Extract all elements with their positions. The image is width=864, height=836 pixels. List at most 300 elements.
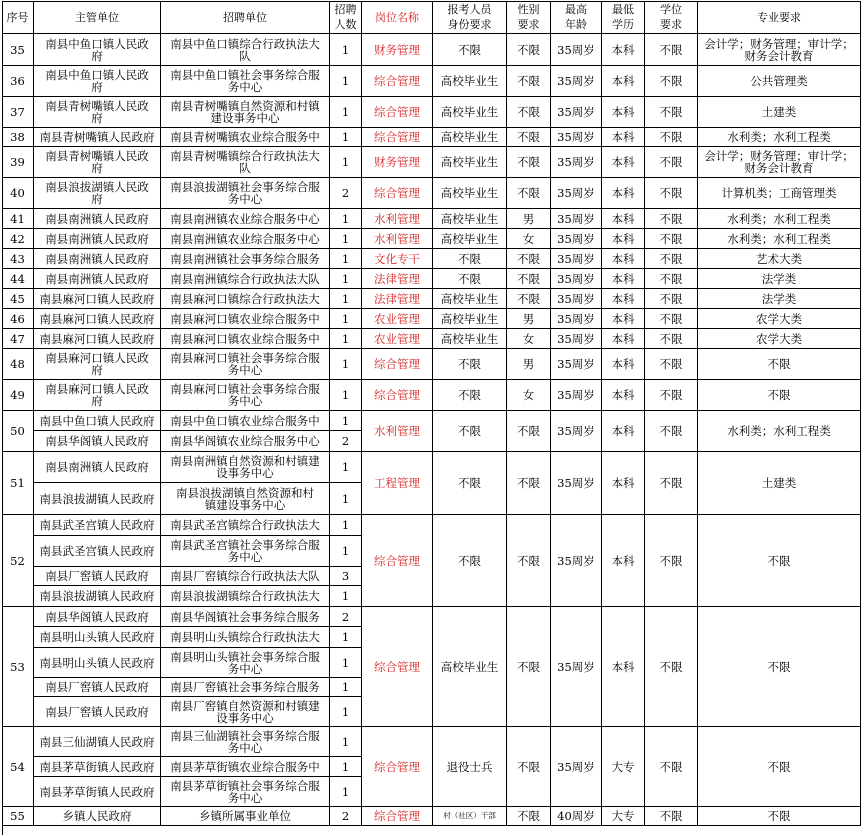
degree-cell — [645, 309, 698, 329]
age-cell-text: 35周岁 — [557, 291, 595, 306]
seq-cell-text: 45 — [10, 291, 25, 306]
dept-cell-text: 南县青树嘴镇人民政府 — [39, 130, 155, 144]
unit-cell-text: 南县南洲镇农业综合服务中心 — [170, 211, 320, 226]
age-cell-text: 35周岁 — [557, 659, 595, 674]
header-identity — [433, 1, 507, 34]
degree-cell — [645, 269, 698, 289]
dept-cell-text: 南县中鱼口镇人民政 府 — [45, 68, 149, 94]
header-age — [551, 1, 602, 34]
edu-cell — [602, 178, 645, 209]
major-cell — [698, 452, 861, 515]
seq-cell-text: 51 — [10, 476, 25, 490]
gender-cell-text: 不限 — [517, 553, 540, 568]
major-cell — [698, 807, 861, 826]
gender-cell — [507, 178, 551, 209]
position-cell — [362, 269, 433, 289]
position-cell-text: 综合管理 — [374, 357, 420, 371]
seq-cell-text: 48 — [10, 357, 25, 371]
dept-cell-text: 南县南洲镇人民政府 — [45, 211, 149, 226]
count-cell — [330, 349, 362, 380]
unit-cell — [161, 807, 330, 826]
degree-cell-text: 不限 — [659, 357, 683, 371]
dept-cell-text: 南县麻河口镇人民政 府 — [45, 351, 149, 377]
count-cell — [330, 697, 362, 727]
dept-cell — [34, 627, 161, 648]
dept-cell-text: 南县茅草街镇人民政府 — [39, 784, 155, 799]
degree-cell-text: 不限 — [659, 130, 683, 144]
seq-cell — [2, 452, 34, 515]
edu-cell — [602, 128, 645, 147]
dept-cell-text: 南县明山头镇人民政府 — [39, 655, 155, 670]
position-cell — [362, 380, 433, 411]
seq-cell — [2, 209, 34, 229]
identity-cell — [433, 34, 507, 66]
identity-cell-text: 退役士兵 — [446, 759, 493, 774]
position-cell — [362, 807, 433, 826]
degree-cell — [645, 452, 698, 515]
major-cell-text: 农学大类 — [756, 331, 802, 346]
unit-cell-text: 南县武圣宫镇综合行政执法大 — [170, 518, 320, 532]
count-cell — [330, 536, 362, 567]
unit-cell-text: 南县青树嘴镇农业综合服务中 — [170, 130, 320, 144]
unit-cell — [161, 411, 330, 431]
unit-cell — [161, 97, 330, 128]
edu-cell-text: 本科 — [611, 130, 635, 144]
seq-cell — [2, 329, 34, 349]
gender-cell-text: 不限 — [517, 659, 540, 674]
count-cell — [330, 128, 362, 147]
count-cell-text: 1 — [341, 784, 350, 799]
count-cell-text: 1 — [341, 491, 350, 506]
edu-cell — [602, 34, 645, 66]
identity-cell — [433, 178, 507, 209]
major-cell — [698, 727, 861, 807]
major-cell — [698, 380, 861, 411]
seq-cell-text: 36 — [10, 74, 25, 88]
seq-cell — [2, 349, 34, 380]
dept-cell — [34, 97, 161, 128]
unit-cell-text: 南县茅草街镇社会事务综合服 务中心 — [170, 778, 320, 805]
major-cell — [698, 411, 861, 452]
edu-cell-text: 本科 — [611, 311, 635, 326]
major-cell-text: 计算机类；工商管理类 — [721, 186, 837, 200]
unit-cell — [161, 627, 330, 648]
age-cell — [551, 380, 602, 411]
gender-cell-text: 男 — [522, 357, 535, 371]
unit-cell-text: 南县青树嘴镇综合行政执法大 队 — [170, 149, 320, 175]
count-cell-text: 1 — [341, 155, 350, 169]
dept-cell-text: 南县麻河口镇人民政 府 — [45, 382, 149, 408]
seq-cell — [2, 727, 34, 807]
degree-cell-text: 不限 — [659, 809, 683, 823]
gender-cell-text: 不限 — [517, 74, 540, 88]
degree-cell-text: 不限 — [659, 105, 683, 119]
degree-cell — [645, 249, 698, 269]
position-cell — [362, 349, 433, 380]
count-cell-text: 1 — [341, 759, 350, 774]
header-dept — [34, 1, 161, 34]
gender-cell — [507, 380, 551, 411]
age-cell-text: 35周岁 — [557, 388, 595, 402]
degree-cell-text: 不限 — [659, 42, 683, 57]
dept-cell — [34, 483, 161, 515]
major-cell-text: 法学类 — [761, 271, 797, 286]
dept-cell-text: 南县茅草街镇人民政府 — [39, 759, 155, 774]
age-cell — [551, 249, 602, 269]
position-cell-text: 综合管理 — [374, 759, 420, 774]
edu-cell-text: 本科 — [611, 74, 635, 88]
seq-cell-text: 49 — [10, 388, 25, 402]
degree-cell — [645, 349, 698, 380]
identity-cell-text: 高校毕业生 — [440, 155, 499, 169]
unit-cell — [161, 727, 330, 757]
identity-cell — [433, 269, 507, 289]
degree-cell-text: 不限 — [659, 659, 683, 674]
count-cell-text: 2 — [341, 186, 350, 200]
count-cell — [330, 607, 362, 627]
seq-cell — [2, 128, 34, 147]
unit-cell — [161, 309, 330, 329]
seq-cell-text: 42 — [10, 231, 25, 246]
unit-cell-text: 南县青树嘴镇自然资源和村镇 建设事务中心 — [170, 99, 320, 125]
major-cell — [698, 515, 861, 607]
unit-cell — [161, 483, 330, 515]
dept-cell-text: 南县麻河口镇人民政府 — [39, 311, 155, 326]
count-cell — [330, 229, 362, 249]
edu-cell-text: 本科 — [611, 291, 635, 306]
header-edu-text: 最低 学历 — [612, 3, 634, 31]
count-cell — [330, 309, 362, 329]
dept-cell-text: 南县厂窖镇人民政府 — [45, 680, 149, 694]
position-cell — [362, 66, 433, 97]
position-cell-text: 水利管理 — [374, 424, 420, 438]
unit-cell — [161, 757, 330, 777]
age-cell-text: 35周岁 — [557, 476, 595, 490]
age-cell-text: 35周岁 — [557, 759, 595, 774]
seq-cell — [2, 66, 34, 97]
age-cell-text: 35周岁 — [557, 186, 595, 200]
identity-cell — [433, 349, 507, 380]
unit-cell-text: 南县厂窖镇自然资源和村镇建 设事务中心 — [170, 698, 320, 725]
identity-cell — [433, 380, 507, 411]
position-cell-text: 综合管理 — [374, 809, 420, 823]
major-cell-text: 不限 — [767, 553, 791, 568]
degree-cell — [645, 607, 698, 727]
seq-cell-text: 50 — [10, 424, 25, 438]
edu-cell-text: 本科 — [611, 251, 635, 266]
unit-cell-text: 南县中鱼口镇社会事务综合服 务中心 — [170, 68, 320, 94]
identity-cell-text: 高校毕业生 — [440, 74, 499, 88]
seq-cell — [2, 178, 34, 209]
unit-cell-text: 南县麻河口镇农业综合服务中 — [170, 331, 320, 346]
seq-cell-text: 43 — [10, 251, 25, 266]
gender-cell-text: 不限 — [517, 42, 540, 57]
major-cell — [698, 34, 861, 66]
age-cell — [551, 411, 602, 452]
count-cell-text: 1 — [341, 211, 350, 226]
dept-cell — [34, 607, 161, 627]
unit-cell — [161, 567, 330, 586]
edu-cell — [602, 349, 645, 380]
edu-cell — [602, 515, 645, 607]
edu-cell-text: 本科 — [611, 659, 635, 674]
unit-cell-text: 南县明山头镇综合行政执法大 — [170, 630, 320, 644]
degree-cell-text: 不限 — [659, 311, 683, 326]
edu-cell-text: 本科 — [611, 476, 635, 490]
seq-cell — [2, 411, 34, 452]
age-cell-text: 35周岁 — [557, 155, 595, 169]
seq-cell — [2, 807, 34, 826]
gender-cell-text: 男 — [522, 211, 535, 226]
gender-cell — [507, 66, 551, 97]
seq-cell-text: 39 — [10, 155, 25, 169]
gender-cell-text: 不限 — [517, 424, 540, 438]
count-cell-text: 1 — [341, 630, 350, 644]
major-cell — [698, 329, 861, 349]
edu-cell — [602, 727, 645, 807]
header-seq-text: 序号 — [6, 10, 29, 24]
edu-cell — [602, 329, 645, 349]
unit-cell-text: 南县南洲镇综合行政执法大队 — [170, 271, 320, 286]
position-cell-text: 财务管理 — [374, 42, 420, 57]
dept-cell-text: 南县浪拔湖镇人民政府 — [39, 589, 155, 603]
identity-cell-text: 不限 — [458, 271, 481, 286]
degree-cell — [645, 209, 698, 229]
header-age-text: 最高 年龄 — [565, 3, 587, 31]
edu-cell-text: 本科 — [611, 271, 635, 286]
position-cell — [362, 515, 433, 607]
dept-cell — [34, 586, 161, 607]
seq-cell-text: 41 — [10, 211, 25, 226]
unit-cell — [161, 536, 330, 567]
identity-cell-text: 高校毕业生 — [440, 211, 499, 226]
major-cell-text: 艺术大类 — [756, 251, 802, 266]
position-cell — [362, 249, 433, 269]
edu-cell — [602, 66, 645, 97]
major-cell-text: 水利类；水利工程类 — [727, 130, 831, 144]
major-cell — [698, 607, 861, 727]
gender-cell — [507, 128, 551, 147]
identity-cell-text: 高校毕业生 — [440, 291, 499, 306]
gender-cell-text: 女 — [522, 231, 535, 246]
dept-cell-text: 南县厂窖镇人民政府 — [45, 704, 149, 719]
unit-cell — [161, 289, 330, 309]
dept-cell — [34, 349, 161, 380]
header-identity-text: 报考人员 身份要求 — [447, 3, 492, 31]
edu-cell-text: 本科 — [611, 388, 635, 402]
dept-cell — [34, 178, 161, 209]
age-cell — [551, 349, 602, 380]
edu-cell-text: 本科 — [611, 186, 635, 200]
identity-cell-text: 不限 — [458, 42, 481, 57]
age-cell-text: 40周岁 — [557, 809, 595, 823]
major-cell — [698, 147, 861, 178]
count-cell — [330, 627, 362, 648]
header-degree — [645, 1, 698, 34]
count-cell — [330, 727, 362, 757]
unit-cell-text: 南县南洲镇自然资源和村镇建 设事务中心 — [170, 454, 320, 480]
count-cell-text: 1 — [341, 518, 350, 532]
identity-cell-text: 高校毕业生 — [440, 331, 499, 346]
seq-cell — [2, 515, 34, 607]
header-unit — [161, 1, 330, 34]
identity-cell — [433, 229, 507, 249]
major-cell-text: 会计学；财务管理；审计学； 财务会计教育 — [704, 149, 854, 175]
count-cell — [330, 147, 362, 178]
count-cell — [330, 209, 362, 229]
unit-cell-text: 南县浪拔湖镇社会事务综合服 务中心 — [170, 180, 320, 206]
position-cell-text: 工程管理 — [374, 476, 420, 490]
seq-cell — [2, 607, 34, 727]
identity-cell-text: 高校毕业生 — [440, 311, 499, 326]
position-cell — [362, 727, 433, 807]
dept-cell — [34, 128, 161, 147]
unit-cell-text: 南县麻河口镇社会事务综合服 务中心 — [170, 382, 320, 408]
dept-cell-text: 南县青树嘴镇人民政 府 — [45, 149, 149, 175]
identity-cell — [433, 97, 507, 128]
age-cell — [551, 807, 602, 826]
dept-cell — [34, 757, 161, 777]
degree-cell-text: 不限 — [659, 231, 683, 246]
major-cell-text: 不限 — [767, 809, 791, 823]
unit-cell — [161, 515, 330, 536]
gender-cell-text: 不限 — [517, 809, 540, 823]
header-edu — [602, 1, 645, 34]
dept-cell-text: 南县中鱼口镇人民政府 — [39, 413, 155, 428]
dept-cell-text: 南县明山头镇人民政府 — [39, 630, 155, 644]
dept-cell — [34, 329, 161, 349]
position-cell — [362, 209, 433, 229]
unit-cell — [161, 648, 330, 678]
edu-cell-text: 本科 — [611, 331, 635, 346]
degree-cell — [645, 34, 698, 66]
age-cell-text: 35周岁 — [557, 251, 595, 266]
major-cell-text: 会计学；财务管理；审计学； 财务会计教育 — [704, 36, 854, 63]
count-cell-text: 1 — [341, 42, 350, 57]
position-cell-text: 综合管理 — [374, 74, 420, 88]
seq-cell-text: 38 — [10, 130, 25, 144]
gender-cell — [507, 349, 551, 380]
position-cell — [362, 452, 433, 515]
identity-cell-text: 高校毕业生 — [440, 105, 499, 119]
major-cell-text: 农学大类 — [756, 311, 802, 326]
dept-cell — [34, 309, 161, 329]
major-cell-text: 不限 — [767, 759, 791, 774]
major-cell — [698, 289, 861, 309]
identity-cell-text: 高校毕业生 — [440, 659, 499, 674]
count-cell-text: 1 — [341, 589, 350, 603]
dept-cell — [34, 777, 161, 807]
age-cell-text: 35周岁 — [557, 231, 595, 246]
position-cell-text: 综合管理 — [374, 130, 420, 144]
position-cell — [362, 178, 433, 209]
identity-cell-text: 高校毕业生 — [440, 130, 499, 144]
edu-cell — [602, 269, 645, 289]
identity-cell — [433, 209, 507, 229]
seq-cell — [2, 249, 34, 269]
identity-cell-text: 高校毕业生 — [440, 186, 499, 200]
count-cell — [330, 431, 362, 452]
age-cell — [551, 66, 602, 97]
header-position-text: 岗位名称 — [375, 10, 419, 24]
gender-cell — [507, 147, 551, 178]
unit-cell-text: 南县中鱼口镇综合行政执法大 队 — [170, 36, 320, 63]
unit-cell-text: 南县厂窖镇综合行政执法大队 — [170, 569, 320, 583]
gender-cell-text: 不限 — [517, 155, 540, 169]
count-cell — [330, 757, 362, 777]
age-cell — [551, 727, 602, 807]
count-cell-text: 1 — [341, 655, 350, 670]
edu-cell — [602, 380, 645, 411]
seq-cell-text: 55 — [10, 809, 25, 823]
unit-cell — [161, 34, 330, 66]
age-cell — [551, 329, 602, 349]
gender-cell — [507, 515, 551, 607]
count-cell-text: 2 — [341, 434, 350, 448]
unit-cell-text: 南县浪拔湖镇自然资源和村 镇建设事务中心 — [176, 485, 314, 512]
edu-cell — [602, 309, 645, 329]
position-cell-text: 财务管理 — [374, 155, 420, 169]
position-cell-text: 法律管理 — [374, 291, 420, 306]
dept-cell-text: 乡镇人民政府 — [62, 809, 132, 823]
seq-cell-text: 35 — [10, 42, 25, 57]
identity-cell — [433, 515, 507, 607]
degree-cell-text: 不限 — [659, 155, 683, 169]
edu-cell — [602, 807, 645, 826]
seq-cell-text: 40 — [10, 186, 25, 200]
dept-cell — [34, 66, 161, 97]
age-cell — [551, 97, 602, 128]
seq-cell-text: 54 — [10, 759, 25, 774]
unit-cell-text: 南县武圣宫镇社会事务综合服 务中心 — [170, 538, 320, 564]
identity-cell-text: 不限 — [458, 388, 481, 402]
degree-cell — [645, 289, 698, 309]
degree-cell — [645, 515, 698, 607]
gender-cell — [507, 269, 551, 289]
gender-cell — [507, 807, 551, 826]
major-cell-text: 不限 — [767, 357, 791, 371]
unit-cell-text: 南县中鱼口镇农业综合服务中 — [170, 413, 320, 428]
dept-cell-text: 南县厂窖镇人民政府 — [45, 569, 149, 583]
identity-cell — [433, 147, 507, 178]
count-cell — [330, 483, 362, 515]
age-cell — [551, 309, 602, 329]
unit-cell — [161, 431, 330, 452]
dept-cell — [34, 567, 161, 586]
edu-cell — [602, 452, 645, 515]
count-cell-text: 1 — [341, 251, 350, 266]
count-cell-text: 1 — [341, 271, 350, 286]
age-cell — [551, 128, 602, 147]
dept-cell — [34, 269, 161, 289]
unit-cell-text: 乡镇所属事业单位 — [199, 809, 291, 823]
count-cell — [330, 452, 362, 483]
seq-cell — [2, 269, 34, 289]
position-cell — [362, 147, 433, 178]
dept-cell — [34, 209, 161, 229]
unit-cell — [161, 607, 330, 627]
dept-cell — [34, 678, 161, 697]
edu-cell-text: 大专 — [611, 809, 635, 823]
unit-cell — [161, 249, 330, 269]
identity-cell — [433, 309, 507, 329]
degree-cell-text: 不限 — [659, 211, 683, 226]
unit-cell-text: 南县麻河口镇综合行政执法大 — [170, 291, 320, 306]
header-dept-text: 主管单位 — [75, 10, 119, 24]
position-cell-text: 水利管理 — [374, 211, 420, 226]
position-cell-text: 法律管理 — [374, 271, 420, 286]
dept-cell — [34, 431, 161, 452]
